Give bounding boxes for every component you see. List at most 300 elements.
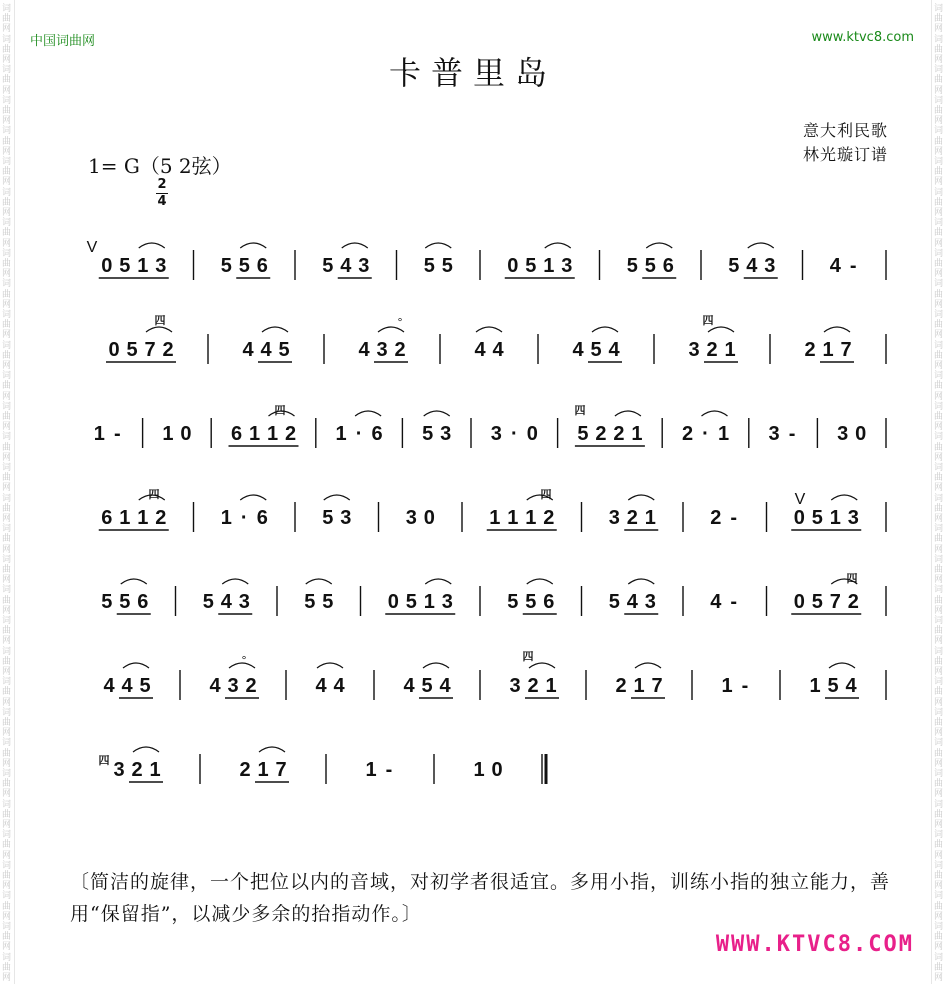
score-note: 4 [474,339,486,361]
score-note: 3 [340,507,352,529]
strip-char: 网 [2,789,12,800]
slur-arc [240,243,266,248]
strip-char: 曲 [2,503,12,514]
score-note: 6 [230,423,243,445]
strip-char: 词 [2,922,12,932]
slur-arc [425,579,451,584]
strip-char: 词 [2,738,12,749]
score-note: 1 [721,675,733,697]
score-note: 1 [137,255,149,277]
strip-char: 曲 [934,901,944,912]
score-note: 4 [103,675,115,697]
strip-char: 网 [2,146,12,157]
score-note: 4 [572,339,584,361]
score-note: 4 [209,675,221,697]
score-note: 3 [405,507,417,529]
strip-char: 曲 [2,595,12,606]
strip-char: 词 [2,95,12,106]
slur-arc [829,663,855,668]
strip-char: 词 [2,585,12,596]
score-note: 1 [717,423,730,445]
strip-char: 词 [2,707,12,718]
strip-char: 词 [934,95,944,106]
score-note: 0 [526,423,538,445]
score-note: 0 [491,759,503,781]
strip-char: 词 [934,554,944,565]
strip-char: 词 [934,524,944,535]
strip-char: 词 [934,616,944,626]
strip-char: 曲 [934,289,944,300]
strip-char: 网 [934,361,944,371]
score-note: 4 [845,675,857,697]
score-note: 6 [371,423,383,445]
strip-char: 词 [934,860,944,871]
score-note: 6 [137,591,149,613]
score-note: 1 [489,507,501,529]
score-note: 3 [847,507,859,529]
strip-char: 词 [2,493,12,504]
site-url[interactable]: www.ktvc8.com [811,30,914,45]
slur-arc [628,579,654,584]
strip-char: 词 [2,799,12,810]
slur-arc [476,327,502,332]
strip-char: 曲 [2,871,12,881]
score-note: 3 [227,675,239,697]
score-note: 1 [162,423,174,445]
score-note: 0 [507,255,519,277]
score-note: 5 [405,591,417,613]
strip-char: 网 [2,758,12,769]
score-note: 6 [101,507,113,529]
score-note: 6 [543,591,555,613]
strip-char: 网 [934,422,944,433]
score-note: 1 [633,675,645,697]
score-note: 4 [626,591,638,613]
score-note: 5 [238,255,250,277]
strip-char: 曲 [934,44,944,55]
score-note: · [510,423,518,445]
slur-arc [262,327,288,332]
slur-arc [425,243,451,248]
score-note: - [788,423,796,445]
strip-char: 词 [2,340,12,351]
score-note: 5 [278,339,290,361]
strip-char: 网 [2,911,12,922]
strip-char: 曲 [2,442,12,453]
strip-char: 网 [934,728,944,739]
strip-char: 网 [934,544,944,555]
strip-char: 网 [2,514,12,524]
strip-char: 网 [934,789,944,800]
score-note: 5 [101,591,113,613]
score-note: 2 [245,675,257,697]
score-note: 5 [220,255,232,277]
strip-char: 词 [2,371,12,382]
strip-char: 曲 [934,626,944,637]
strip-char: 曲 [2,350,12,361]
score-note: 5 [525,591,537,613]
strip-char: 曲 [2,656,12,667]
score-note: 1 [809,675,821,697]
score-note: 1 [473,759,485,781]
strip-char: 网 [2,177,12,188]
strip-char: 曲 [934,534,944,545]
strip-char: 词 [934,769,944,779]
strip-char: 曲 [2,718,12,728]
score-note: 3 [837,423,849,445]
strip-char: 曲 [2,136,12,147]
strip-char: 词 [2,463,12,473]
strip-char: 网 [934,973,944,983]
strip-char: 曲 [934,228,944,239]
slur-arc [355,411,381,416]
strip-char: 词 [2,952,12,963]
score-note: 6 [256,507,268,529]
strip-char: 网 [2,942,12,953]
slur-arc [123,663,149,668]
score-note: 5 [202,591,214,613]
score-description: 〔简洁的旋律，一个把位以内的音域，对初学者很适宜。多用小指，训练小指的独立能力，善用“保留指”，以减少多余的抬指动作。〕 [70,871,891,925]
score-note: 3 [358,255,370,277]
strip-char: 曲 [2,197,12,208]
slur-arc [824,327,850,332]
strip-char: 网 [2,299,12,310]
finger-mark: 四 [522,650,534,663]
score-note: 1 [507,507,519,529]
strip-char: 词 [934,126,944,137]
score-note: 4 [358,339,370,361]
score-note: 4 [260,339,272,361]
strip-char: 词 [2,126,12,137]
strip-char: 曲 [934,412,944,422]
strip-char: 曲 [934,442,944,453]
slur-arc [306,579,332,584]
score-note: 1 [631,423,643,445]
strip-char: 网 [934,391,944,402]
score-note: 2 [131,759,143,781]
strip-char: 词 [934,463,944,473]
strip-char: 词 [2,157,12,167]
score-note: 2 [804,339,816,361]
strip-char: 曲 [934,840,944,851]
score-note: 2 [284,423,297,445]
slur-arc [424,411,450,416]
harmonic-mark: ° [241,653,247,667]
score-note: 4 [439,675,451,697]
strip-char: 词 [934,218,944,229]
strip-char: 网 [934,146,944,157]
score-note: 3 [644,591,656,613]
score-note: 5 [590,339,602,361]
score-note: 2 [527,675,539,697]
score-note: 2 [681,423,694,445]
strip-char: 词 [2,279,12,290]
slur-arc [831,495,857,500]
score-note: 5 [322,507,334,529]
strip-char: 网 [2,697,12,708]
finger-mark: 四 [574,404,586,417]
strip-char: 曲 [2,289,12,300]
score-note: 0 [108,339,120,361]
score-note: 2 [394,339,406,361]
strip-char: 词 [934,248,944,259]
strip-char: 词 [934,340,944,351]
strip-char: 曲 [934,320,944,331]
strip-char: 曲 [2,748,12,759]
score-note: 4 [710,591,722,613]
finger-mark: 四 [540,488,552,501]
strip-char: 网 [934,514,944,524]
strip-char: 网 [934,483,944,494]
score-note: 3 [561,255,573,277]
slur-arc [342,243,368,248]
score-note: 2 [613,423,625,445]
slur-arc [628,495,654,500]
site-name[interactable]: 中国词曲网 [30,34,96,49]
strip-char: 网 [934,85,944,96]
score-note: 7 [840,339,852,361]
strip-char: 词 [2,248,12,259]
slur-arc [635,663,661,668]
strip-char: 网 [2,544,12,555]
strip-char: 词 [934,891,944,902]
strip-char: 网 [934,697,944,708]
score-note: 0 [101,255,113,277]
score-note: 1 [93,423,105,445]
score-note: 5 [139,675,151,697]
score-note: 3 [113,759,125,781]
score-note: 3 [688,339,700,361]
strip-char: 曲 [2,534,12,545]
key-signature: 1= G（5 2弦） [88,154,232,178]
finger-mark: 四 [702,314,714,327]
strip-char: 网 [2,238,12,249]
score-note: 3 [155,255,167,277]
strip-char: 曲 [934,962,944,973]
score-note: 1 [149,759,161,781]
strip-char: 曲 [934,656,944,667]
score-note: 3 [440,423,452,445]
song-title: 卡普里岛 [388,54,557,92]
strip-char: 曲 [2,687,12,698]
score-note: 4 [315,675,327,697]
slur-arc [259,747,285,752]
bow-mark: V [86,239,98,256]
strip-char: 网 [934,758,944,769]
strip-char: 网 [2,452,12,463]
score-note: 1 [248,423,261,445]
bow-mark: V [794,491,806,508]
score-note: 4 [746,255,758,277]
strip-char: 曲 [2,779,12,790]
strip-char: 网 [2,116,12,127]
strip-char: 词 [2,891,12,902]
strip-char: 网 [2,24,12,35]
strip-char: 词 [2,646,12,657]
strip-char: 网 [2,850,12,861]
score-note: 5 [811,591,823,613]
strip-char: 网 [2,85,12,96]
score-note: 5 [507,591,519,613]
strip-char: 词 [934,738,944,749]
strip-char: 网 [934,850,944,861]
score-note: 2 [155,507,167,529]
score-note: 5 [608,591,620,613]
strip-char: 曲 [934,197,944,208]
strip-char: 曲 [934,167,944,178]
score-note: 4 [492,339,504,361]
strip-char: 网 [2,636,12,647]
strip-char: 曲 [934,75,944,86]
strip-char: 词 [934,65,944,76]
score-note: 5 [422,423,434,445]
strip-char: 词 [2,401,12,412]
score-note: 1 [266,423,279,445]
score-note: 4 [333,675,345,697]
score-note: 1 [644,507,656,529]
slur-arc [222,579,248,584]
strip-char: 网 [934,55,944,65]
strip-char: 网 [934,299,944,310]
score-note: 1 [822,339,834,361]
score-note: - [849,255,857,277]
score-note: 3 [490,423,502,445]
strip-char: 词 [2,554,12,565]
strip-char: 网 [2,820,12,830]
slur-arc [317,663,343,668]
score-note: 1 [257,759,269,781]
score-note: 1 [220,507,232,529]
strip-char: 网 [2,55,12,65]
strip-char: 网 [2,483,12,494]
score-note: 0 [855,423,867,445]
strip-char: 网 [934,116,944,127]
score-note: 5 [322,255,334,277]
finger-mark: 四 [154,314,166,327]
score-note: 4 [121,675,133,697]
strip-char: 网 [2,973,12,983]
strip-char: 曲 [2,565,12,575]
slur-arc [708,327,734,332]
score-note: 5 [577,423,589,445]
strip-char: 词 [934,34,944,45]
score-note: 4 [403,675,415,697]
strip-char: 词 [934,585,944,596]
strip-char: 网 [2,728,12,739]
score-note: - [730,507,738,529]
score-note: 1 [543,255,555,277]
strip-char: 网 [934,881,944,892]
strip-char: 网 [934,820,944,830]
strip-char: 词 [2,860,12,871]
score-note: 5 [119,255,131,277]
strip-char: 词 [934,646,944,657]
slur-arc [423,663,449,668]
strip-char: 词 [934,187,944,198]
time-signature-top: 2 [157,177,167,192]
strip-char: 网 [934,330,944,341]
slur-arc [646,243,672,248]
strip-char: 曲 [934,779,944,790]
slur-arc [324,495,350,500]
strip-char: 网 [934,605,944,616]
strip-char: 词 [2,769,12,779]
score-note: 7 [829,591,841,613]
strip-char: 曲 [2,75,12,86]
score-note: 1 [829,507,841,529]
score-note: 2 [706,339,718,361]
strip-char: 网 [934,942,944,953]
strip-char: 网 [2,667,12,677]
strip-char: 曲 [2,809,12,820]
score-note: 2 [710,507,722,529]
score-note: 0 [180,423,192,445]
strip-char: 词 [2,677,12,688]
strip-char: 词 [2,187,12,198]
score-note: 5 [304,591,316,613]
score-note: 5 [421,675,433,697]
time-signature-bottom: 4 [157,194,167,209]
slur-arc [702,411,728,416]
strip-char: 词 [2,310,12,320]
score-note: 1 [119,507,131,529]
strip-char: 网 [2,881,12,892]
strip-char: 词 [934,401,944,412]
strip-char: 网 [2,605,12,616]
score-note: 1 [724,339,736,361]
strip-char: 曲 [934,14,944,25]
strip-char: 曲 [2,106,12,116]
strip-char: 曲 [934,503,944,514]
slur-arc [240,495,266,500]
score-note: · [240,507,248,529]
score-note: 5 [811,507,823,529]
score-note: 3 [509,675,521,697]
score-note: - [730,591,738,613]
strip-char: 曲 [2,901,12,912]
strip-char: 曲 [2,228,12,239]
strip-char: 词 [934,432,944,443]
score-note: 7 [651,675,663,697]
strip-char: 网 [934,575,944,586]
song-arranger: 林光璇订谱 [802,145,888,164]
score-note: 5 [728,255,740,277]
strip-char: 网 [2,208,12,218]
strip-char: 词 [2,524,12,535]
strip-char: 曲 [2,381,12,392]
score-note: 6 [256,255,268,277]
strip-char: 曲 [2,412,12,422]
score-note: 5 [126,339,138,361]
strip-char: 曲 [2,320,12,331]
strip-char: 曲 [934,595,944,606]
score-note: 0 [387,591,399,613]
strip-char: 网 [2,361,12,371]
strip-char: 词 [2,830,12,841]
strip-char: 网 [2,330,12,341]
song-origin: 意大利民歌 [802,121,888,140]
strip-char: 曲 [2,44,12,55]
score-note: 3 [376,339,388,361]
score-note: 2 [615,675,627,697]
slur-arc [527,579,553,584]
strip-char: 曲 [2,473,12,484]
score-note: 1 [423,591,435,613]
strip-char: 词 [934,830,944,841]
score-note: 5 [525,255,537,277]
strip-char: 网 [934,238,944,249]
slur-arc [748,243,774,248]
